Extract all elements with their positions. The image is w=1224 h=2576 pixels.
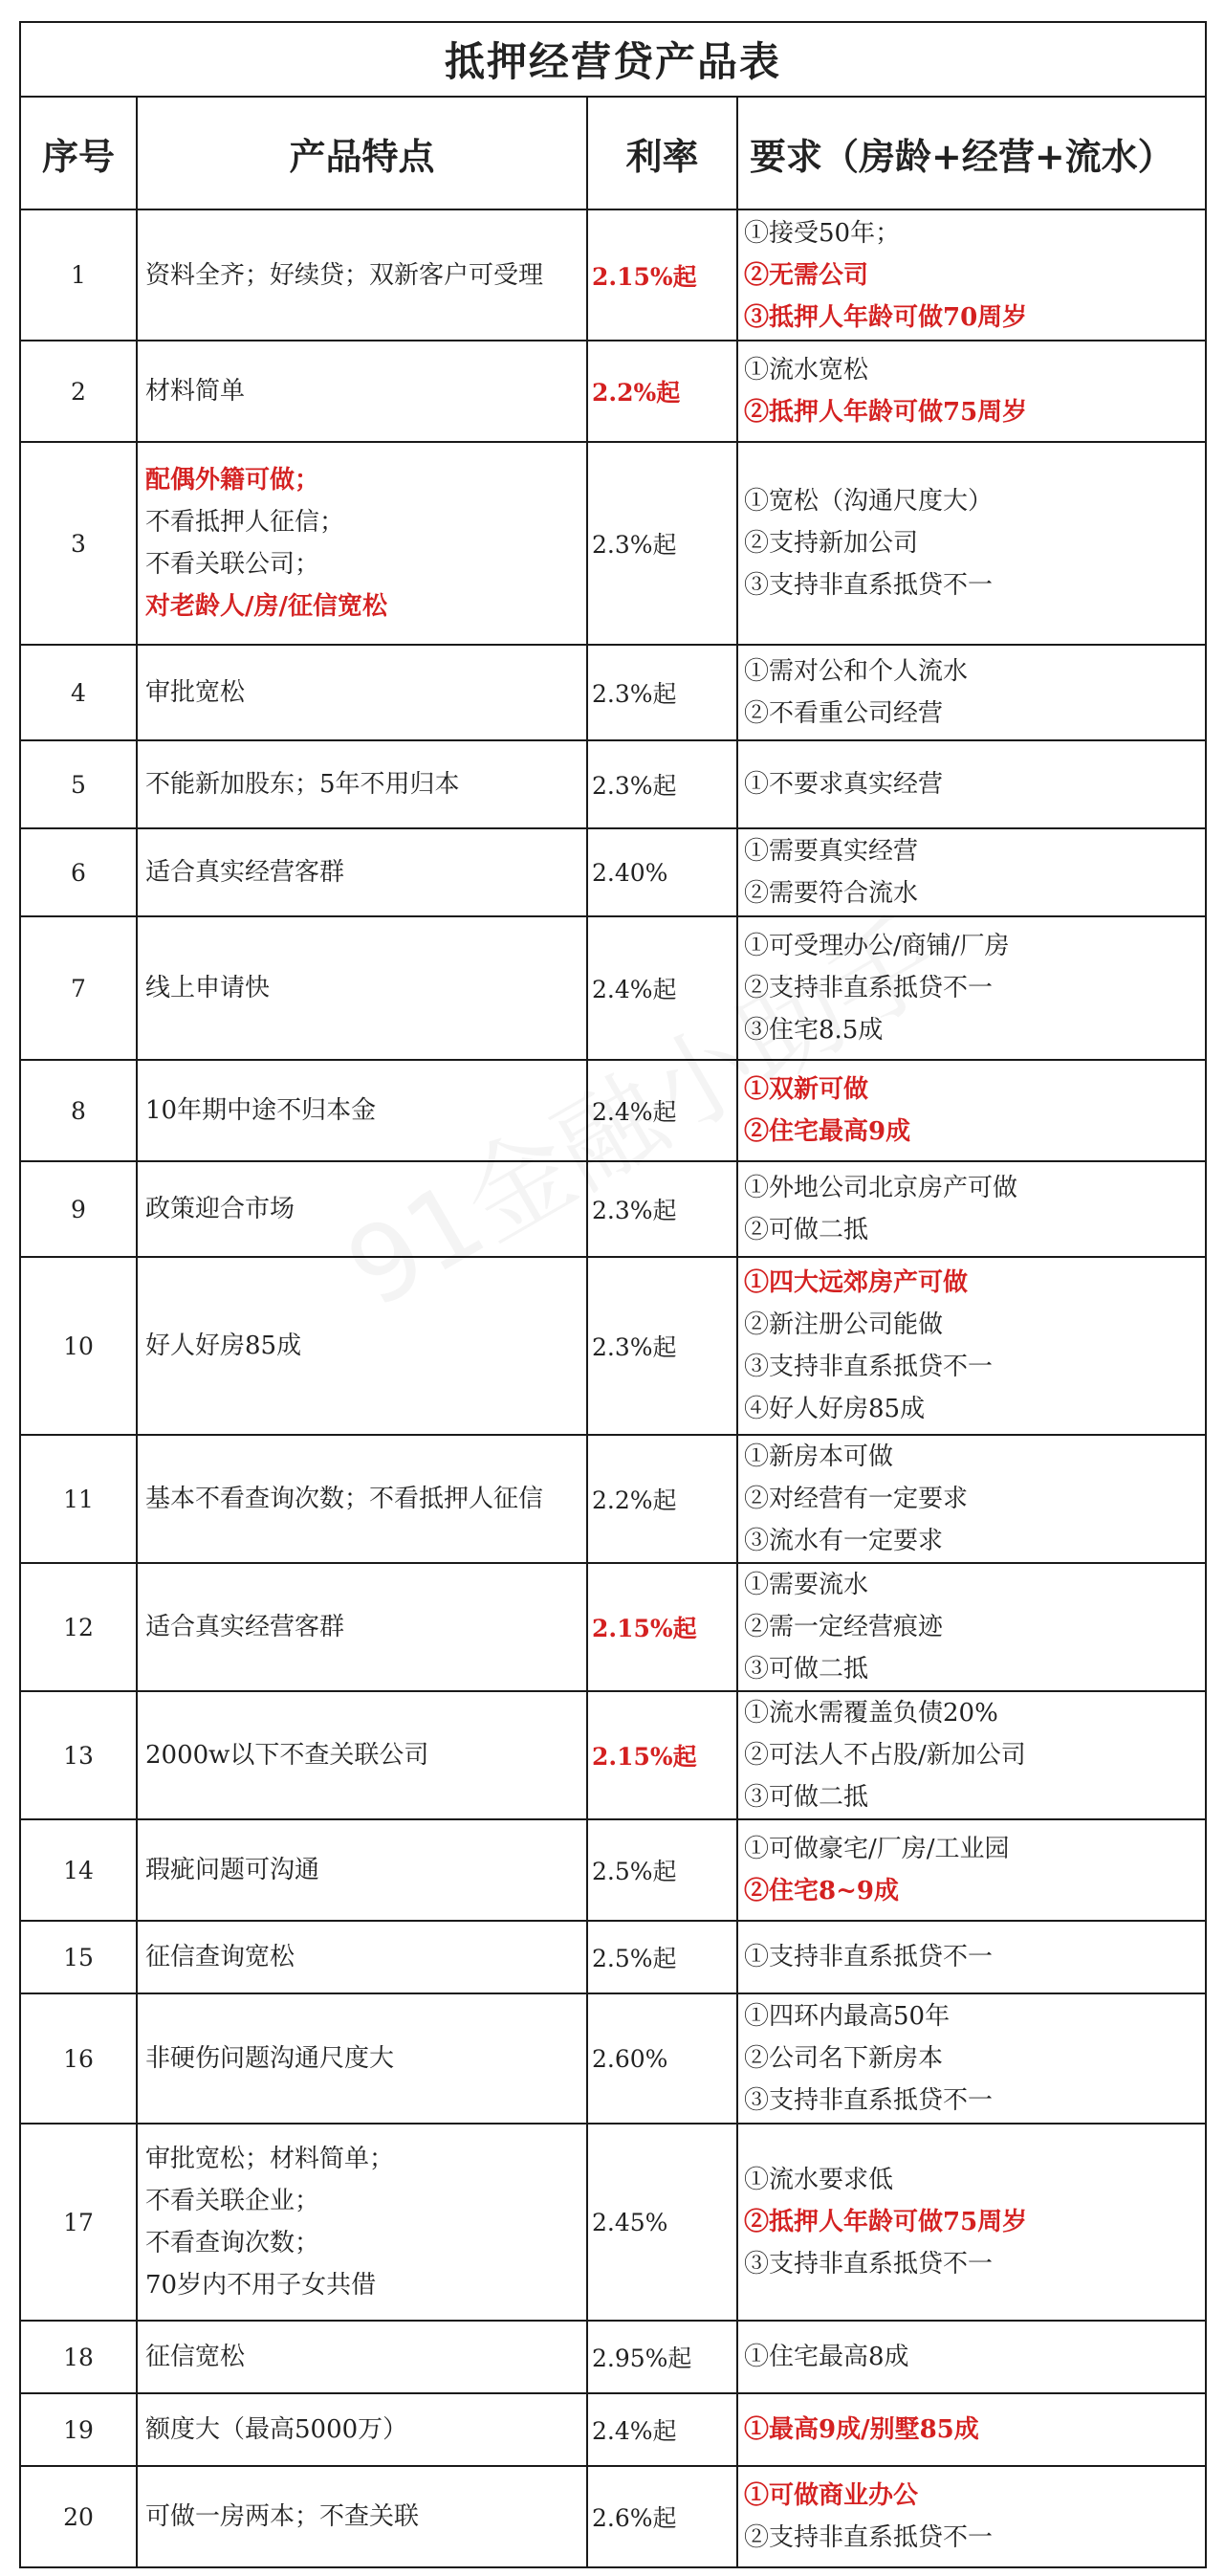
requirement-line: ②抵押人年龄可做75周岁 (744, 398, 1028, 427)
cell-feature (137, 1691, 587, 1819)
cell-no: 5 (20, 740, 137, 828)
requirement-line: ①新房本可做 (744, 1442, 894, 1471)
cell-requirements (737, 1563, 1206, 1691)
cell-rate: 2.45% (587, 2124, 737, 2321)
table-row (20, 1819, 1206, 1921)
feature-line: 不看查询次数； (145, 2229, 320, 2257)
cell-no: 10 (20, 1257, 137, 1435)
cell-no: 8 (20, 1060, 137, 1161)
requirement-line: ①四大远郊房产可做 (744, 1268, 969, 1297)
feature-line: 配偶外籍可做； (145, 466, 320, 495)
table-row (20, 828, 1206, 916)
cell-feature (137, 828, 587, 916)
feature-line: 不看关联公司； (145, 550, 320, 579)
cell-feature (137, 740, 587, 828)
product-table (19, 21, 1207, 2568)
feature-line: 2000w以下不查关联公司 (145, 1741, 429, 1770)
cell-rate: 2.60% (587, 1993, 737, 2124)
requirement-line: ②对经营有一定要求 (744, 1485, 969, 1513)
feature-line: 非硬伤问题沟通尺度大 (145, 2044, 395, 2073)
header-requirements: 要求（房龄+经营+流水） (737, 97, 1206, 209)
cell-rate: 2.4%起 (587, 2393, 737, 2466)
table-row (20, 1257, 1206, 1435)
cell-feature (137, 2393, 587, 2466)
product-table-sheet (19, 21, 1205, 2568)
requirement-line: ①可做豪宅/厂房/工业园 (744, 1835, 1010, 1863)
feature-line: 不能新加股东；5年不用归本 (145, 770, 460, 799)
cell-rate: 2.95%起 (587, 2321, 737, 2393)
cell-requirements (737, 209, 1206, 341)
table-title: 抵押经营贷产品表 (20, 22, 1206, 97)
requirement-line: ①最高9成/别墅85成 (744, 2415, 979, 2444)
cell-no: 4 (20, 645, 137, 740)
cell-rate: 2.3%起 (587, 740, 737, 828)
requirement-line: ③可做二抵 (744, 1655, 869, 1684)
requirement-line: ①住宅最高8成 (744, 2343, 909, 2371)
cell-feature (137, 1161, 587, 1257)
cell-requirements (737, 2393, 1206, 2466)
requirement-line: ②需一定经营痕迹 (744, 1613, 944, 1641)
cell-no: 1 (20, 209, 137, 341)
cell-feature (137, 1921, 587, 1993)
table-row (20, 2321, 1206, 2393)
table-row (20, 916, 1206, 1060)
requirement-line: ①需对公和个人流水 (744, 657, 969, 686)
cell-feature (137, 341, 587, 442)
cell-rate: 2.5%起 (587, 1819, 737, 1921)
cell-no: 11 (20, 1435, 137, 1563)
requirement-line: ②支持非直系抵贷不一 (744, 2523, 994, 2552)
feature-line: 对老龄人/房/征信宽松 (145, 592, 387, 621)
feature-line: 征信宽松 (145, 2343, 246, 2371)
requirement-line: ①四环内最高50年 (744, 2002, 951, 2031)
cell-no: 16 (20, 1993, 137, 2124)
feature-line: 70岁内不用子女共借 (145, 2271, 377, 2300)
table-body (20, 209, 1206, 2567)
feature-line: 不看关联企业； (145, 2187, 320, 2215)
feature-line: 材料简单 (145, 377, 246, 406)
cell-no: 7 (20, 916, 137, 1060)
requirement-line: ③可做二抵 (744, 1783, 869, 1812)
cell-rate: 2.2%起 (587, 1435, 737, 1563)
cell-no: 6 (20, 828, 137, 916)
requirement-line: ③流水有一定要求 (744, 1527, 944, 1555)
cell-rate: 2.3%起 (587, 1161, 737, 1257)
cell-requirements (737, 442, 1206, 645)
feature-line: 适合真实经营客群 (145, 858, 345, 887)
requirement-line: ①可做商业办公 (744, 2481, 919, 2510)
requirement-line: ①流水需覆盖负债20% (744, 1699, 998, 1728)
cell-requirements (737, 2466, 1206, 2567)
requirement-line: ①双新可做 (744, 1075, 869, 1104)
cell-feature (137, 2466, 587, 2567)
cell-rate: 2.2%起 (587, 341, 737, 442)
cell-no: 20 (20, 2466, 137, 2567)
requirement-line: ②可法人不占股/新加公司 (744, 1741, 1026, 1770)
requirement-line: ②支持新加公司 (744, 529, 919, 558)
cell-feature (137, 1257, 587, 1435)
cell-requirements (737, 1435, 1206, 1563)
cell-requirements (737, 2321, 1206, 2393)
cell-feature (137, 1819, 587, 1921)
cell-requirements (737, 1993, 1206, 2124)
cell-requirements (737, 1161, 1206, 1257)
cell-no: 13 (20, 1691, 137, 1819)
requirement-line: ①流水要求低 (744, 2166, 894, 2194)
requirement-line: ②无需公司 (744, 260, 869, 290)
feature-line: 政策迎合市场 (145, 1195, 295, 1223)
requirement-line: ②支持非直系抵贷不一 (744, 974, 994, 1002)
feature-line: 资料全齐；好续贷；双新客户可受理 (145, 260, 544, 290)
requirement-line: ②新注册公司能做 (744, 1310, 944, 1339)
cell-no: 19 (20, 2393, 137, 2466)
requirement-line: ③支持非直系抵贷不一 (744, 2086, 994, 2115)
cell-no: 15 (20, 1921, 137, 1993)
cell-no: 17 (20, 2124, 137, 2321)
cell-feature (137, 442, 587, 645)
cell-feature (137, 209, 587, 341)
requirement-line: ②不看重公司经营 (744, 699, 944, 728)
table-row (20, 209, 1206, 341)
requirement-line: ①接受50年； (744, 218, 901, 248)
table-row (20, 442, 1206, 645)
requirement-line: ①支持非直系抵贷不一 (744, 1943, 994, 1971)
requirement-line: ②住宅8~9成 (744, 1877, 899, 1905)
feature-line: 适合真实经营客群 (145, 1613, 345, 1641)
cell-rate: 2.3%起 (587, 645, 737, 740)
requirement-line: ②住宅最高9成 (744, 1117, 911, 1146)
cell-rate: 2.40% (587, 828, 737, 916)
cell-requirements (737, 740, 1206, 828)
requirement-line: ③支持非直系抵贷不一 (744, 1353, 994, 1381)
requirement-line: ①流水宽松 (744, 356, 869, 385)
feature-line: 审批宽松；材料简单； (145, 2145, 395, 2173)
cell-feature (137, 1435, 587, 1563)
table-row (20, 1921, 1206, 1993)
table-row (20, 1060, 1206, 1161)
cell-rate: 2.15%起 (587, 1563, 737, 1691)
cell-rate: 2.4%起 (587, 1060, 737, 1161)
table-row (20, 2393, 1206, 2466)
requirement-line: ③住宅8.5成 (744, 1016, 884, 1045)
cell-feature (137, 2321, 587, 2393)
cell-rate: 2.3%起 (587, 1257, 737, 1435)
cell-requirements (737, 828, 1206, 916)
requirement-line: ①外地公司北京房产可做 (744, 1174, 1018, 1202)
requirement-line: ①可受理办公/商铺/厂房 (744, 932, 1010, 960)
cell-requirements (737, 1257, 1206, 1435)
cell-requirements (737, 2124, 1206, 2321)
cell-no: 14 (20, 1819, 137, 1921)
cell-rate: 2.6%起 (587, 2466, 737, 2567)
requirement-line: ③支持非直系抵贷不一 (744, 2250, 994, 2279)
requirement-line: ①需要真实经营 (744, 837, 919, 866)
requirement-line: ②公司名下新房本 (744, 2044, 944, 2073)
cell-feature (137, 916, 587, 1060)
cell-requirements (737, 341, 1206, 442)
cell-feature (137, 2124, 587, 2321)
table-row (20, 1161, 1206, 1257)
cell-no: 12 (20, 1563, 137, 1691)
table-row (20, 341, 1206, 442)
cell-feature (137, 1993, 587, 2124)
cell-rate: 2.5%起 (587, 1921, 737, 1993)
cell-rate: 2.4%起 (587, 916, 737, 1060)
feature-line: 征信查询宽松 (145, 1943, 295, 1971)
table-row (20, 2466, 1206, 2567)
cell-feature (137, 1563, 587, 1691)
cell-rate: 2.15%起 (587, 209, 737, 341)
feature-line: 10年期中途不归本金 (145, 1096, 377, 1125)
requirement-line: ③抵押人年龄可做70周岁 (744, 302, 1028, 332)
cell-requirements (737, 1691, 1206, 1819)
cell-requirements (737, 645, 1206, 740)
cell-no: 9 (20, 1161, 137, 1257)
table-row (20, 740, 1206, 828)
table-row (20, 645, 1206, 740)
feature-line: 基本不看查询次数；不看抵押人征信 (145, 1485, 544, 1513)
cell-no: 2 (20, 341, 137, 442)
table-row (20, 1435, 1206, 1563)
cell-no: 3 (20, 442, 137, 645)
header-feature: 产品特点 (137, 97, 587, 209)
cell-rate: 2.3%起 (587, 442, 737, 645)
header-rate: 利率 (587, 97, 737, 209)
cell-no: 18 (20, 2321, 137, 2393)
table-row (20, 1993, 1206, 2124)
feature-line: 线上申请快 (145, 974, 271, 1002)
cell-feature (137, 1060, 587, 1161)
title-row (20, 22, 1206, 97)
requirement-line: ①需要流水 (744, 1571, 869, 1599)
cell-requirements (737, 916, 1206, 1060)
cell-requirements (737, 1819, 1206, 1921)
requirement-line: ②需要符合流水 (744, 879, 919, 908)
requirement-line: ①宽松（沟通尺度大） (744, 487, 994, 516)
feature-line: 好人好房85成 (145, 1332, 302, 1360)
header-row (20, 97, 1206, 209)
requirement-line: ②可做二抵 (744, 1216, 869, 1244)
table-row (20, 1563, 1206, 1691)
cell-rate: 2.15%起 (587, 1691, 737, 1819)
feature-line: 审批宽松 (145, 678, 246, 707)
requirement-line: ②抵押人年龄可做75周岁 (744, 2208, 1028, 2236)
cell-requirements (737, 1060, 1206, 1161)
feature-line: 可做一房两本；不查关联 (145, 2502, 420, 2531)
requirement-line: ①不要求真实经营 (744, 770, 944, 799)
table-row (20, 2124, 1206, 2321)
table-row (20, 1691, 1206, 1819)
header-no: 序号 (20, 97, 137, 209)
cell-requirements (737, 1921, 1206, 1993)
feature-line: 不看抵押人征信； (145, 508, 345, 537)
feature-line: 瑕疵问题可沟通 (145, 1856, 320, 1884)
feature-line: 额度大（最高5000万） (145, 2415, 408, 2444)
requirement-line: ③支持非直系抵贷不一 (744, 571, 994, 600)
requirement-line: ④好人好房85成 (744, 1395, 926, 1423)
cell-feature (137, 645, 587, 740)
